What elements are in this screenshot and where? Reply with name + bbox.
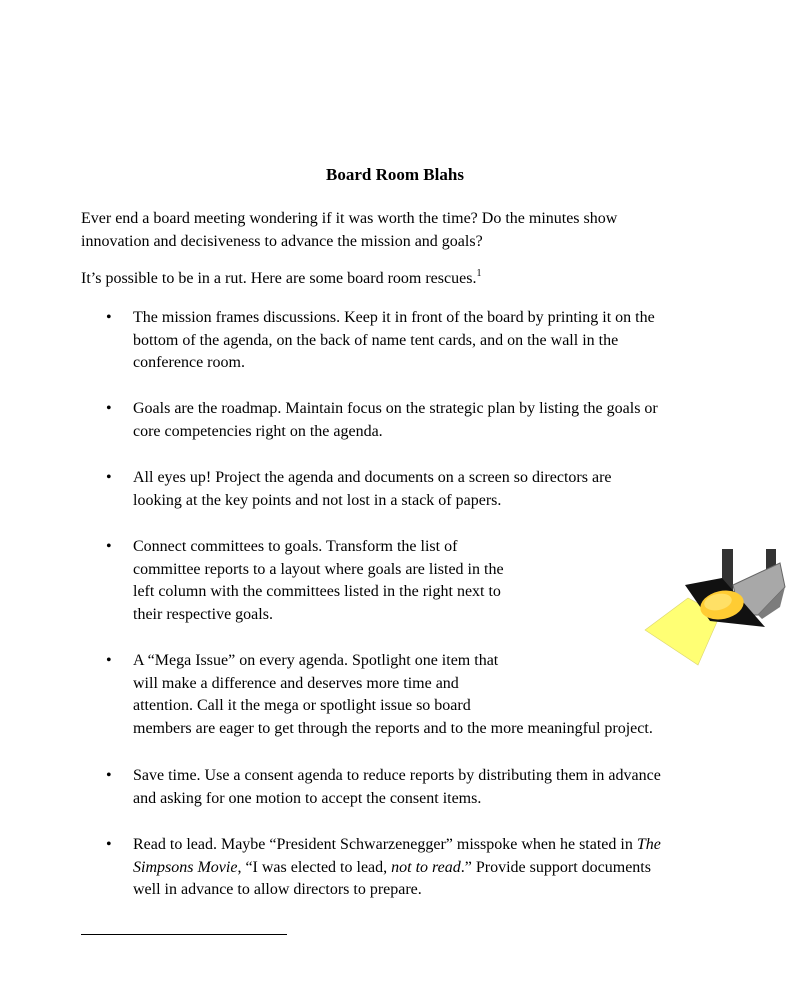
text-run: , “I was elected to lead, — [237, 858, 392, 876]
bullet-marker: • — [106, 836, 112, 853]
list-item-eyes-up — [133, 467, 612, 512]
list-item-line: and asking for one motion to accept the consent items. — [133, 789, 482, 807]
list-item-line: The mission frames discussions. Keep it in front of the board by printing it on the — [133, 309, 655, 326]
italic-run: The — [636, 836, 661, 853]
list-item-mission — [133, 307, 655, 375]
list-item-line: core competencies right on the agenda. — [133, 422, 383, 440]
list-item-line — [133, 834, 661, 857]
list-item-line: conference room. — [133, 354, 245, 371]
list-item-line: bottom of the agenda, on the back of name tent cards, and on the wall in the — [133, 331, 619, 349]
rut-paragraph — [81, 268, 721, 291]
list-item-committees — [133, 536, 504, 626]
text-run: .” Provide support documents — [460, 858, 651, 876]
intro-paragraph — [81, 208, 721, 253]
list-item-line: Save time. Use a consent agenda to reduce reports by distributing them in advance — [133, 767, 661, 784]
italic-run: not to read — [391, 858, 461, 876]
bullet-marker: • — [106, 400, 112, 417]
page-title: Board Room Blahs — [326, 165, 464, 184]
list-item-line: looking at the key points and not lost in a stack of papers. — [133, 491, 502, 509]
bullet-marker: • — [106, 767, 112, 784]
list-item-goals — [133, 398, 658, 443]
list-item-mega-issue — [133, 650, 653, 740]
rut-text: It’s possible to be in a rut. Here are some board room rescues. — [81, 270, 477, 287]
intro-line: innovation and decisiveness to advance the mission and goals? — [81, 232, 483, 250]
list-item-line — [133, 857, 661, 880]
list-item-line: members are eager to get through the reports and to the more meaningful project. — [133, 719, 653, 737]
text-run: Read to lead. Maybe “President Schwarzenegger” misspoke when he stated in — [133, 836, 637, 853]
list-item-line: their respective goals. — [133, 605, 273, 623]
list-item-save-time — [133, 765, 661, 810]
italic-run: Simpsons Movie — [133, 858, 238, 876]
list-item-line: committee reports to a layout where goals are listed in the — [133, 560, 504, 578]
list-item-line: will make a difference and deserves more time and — [133, 674, 459, 692]
bullet-marker: • — [106, 538, 112, 555]
intro-line: Ever end a board meeting wondering if it was worth the time? Do the minutes show — [81, 210, 618, 227]
list-item-line: Connect committees to goals. Transform the list of — [133, 538, 458, 555]
list-item-line: All eyes up! Project the agenda and documents on a screen so directors are — [133, 469, 612, 486]
bullet-marker: • — [106, 309, 112, 326]
bullet-marker: • — [106, 652, 112, 669]
spotlight-icon — [640, 545, 790, 670]
bullet-marker: • — [106, 469, 112, 486]
list-item-line: A “Mega Issue” on every agenda. Spotlight one item that — [133, 652, 499, 669]
list-item-read-to-lead — [133, 834, 661, 902]
list-item-line: Goals are the roadmap. Maintain focus on the strategic plan by listing the goals or — [133, 400, 658, 417]
list-item-line: attention. Call it the mega or spotlight issue so board — [133, 697, 471, 714]
footnote-separator — [81, 934, 287, 935]
footnote-reference: 1 — [476, 268, 482, 279]
list-item-line: left column with the committees listed in the right next to — [133, 583, 501, 600]
list-item-line: well in advance to allow directors to prepare. — [133, 881, 422, 898]
